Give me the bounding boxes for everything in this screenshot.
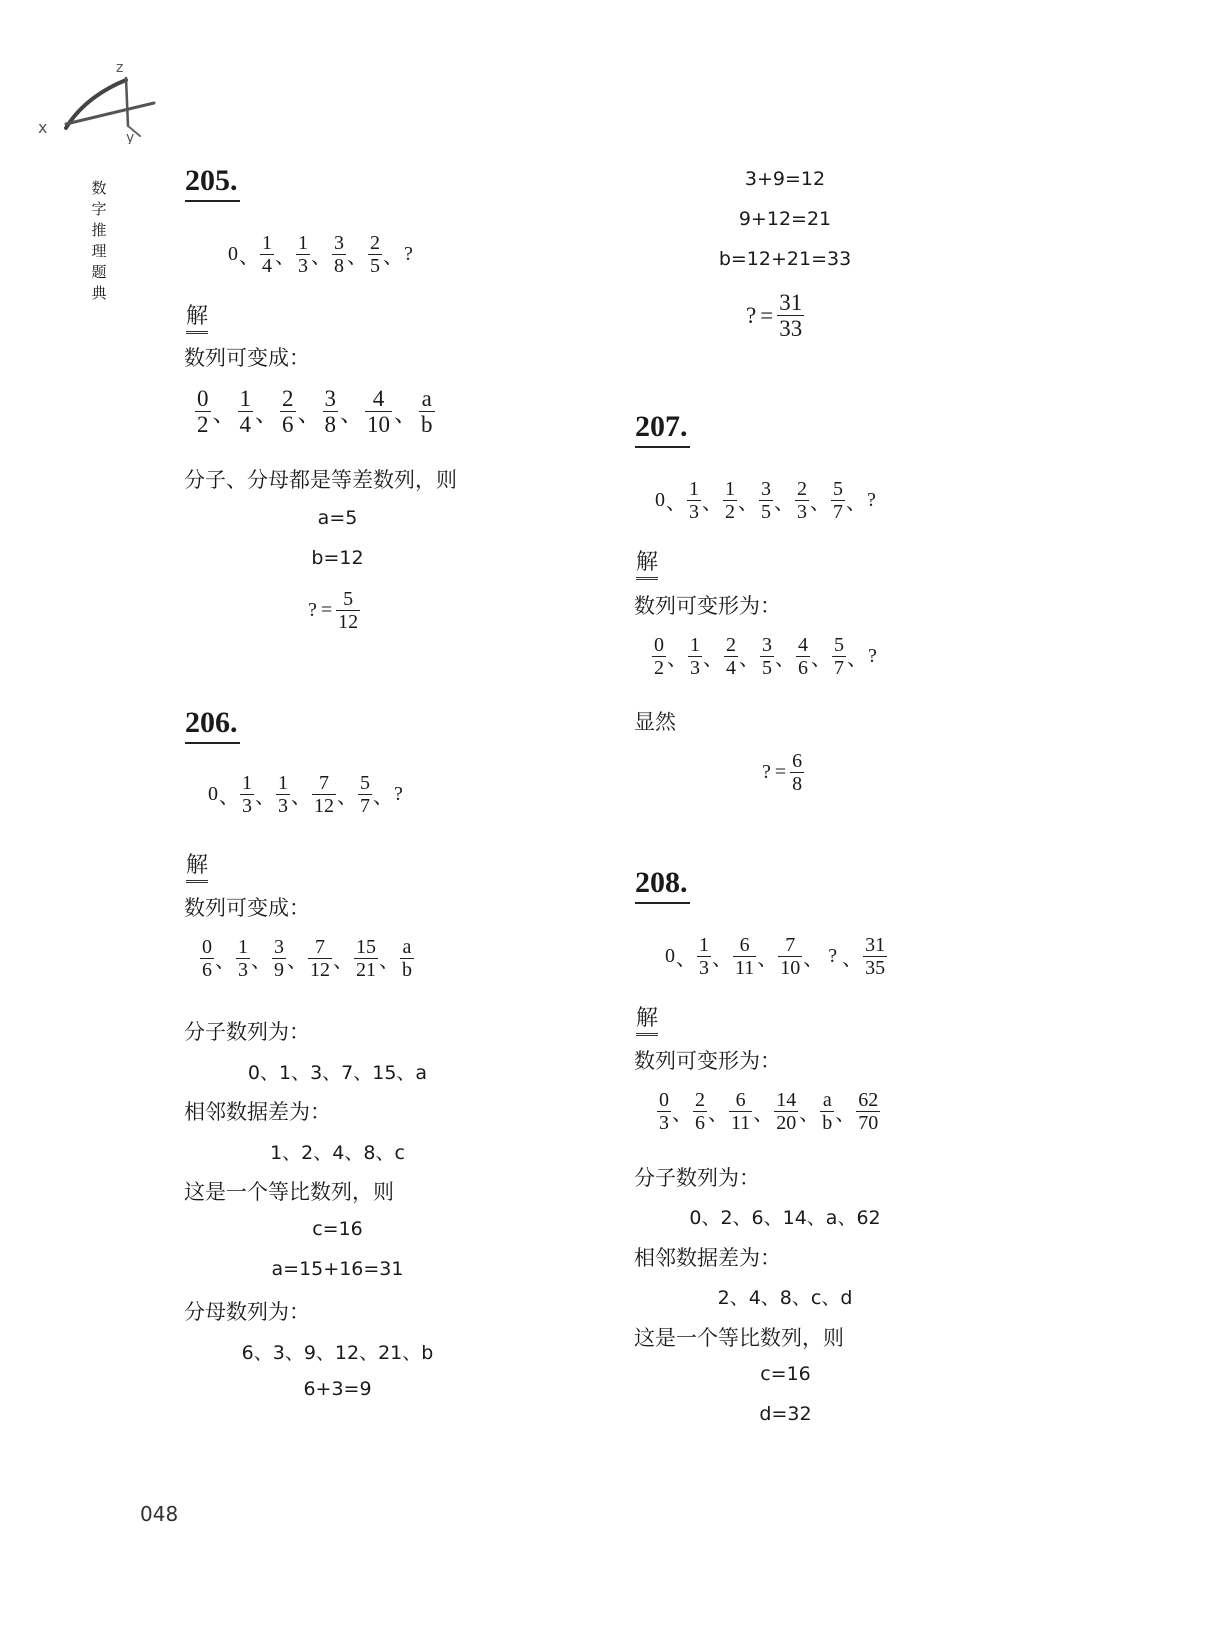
fraction — [729, 1089, 752, 1134]
problem-205-answer — [308, 588, 360, 633]
fraction-numerator: 62 — [858, 1089, 879, 1111]
fraction-numerator: 4 — [798, 634, 808, 656]
fraction-numerator: 0 — [659, 1089, 669, 1111]
fraction-numerator: 1 — [725, 478, 735, 500]
fraction-numerator: 2 — [370, 232, 380, 254]
fraction — [724, 634, 738, 679]
fraction — [419, 386, 435, 438]
separator: 、 — [810, 490, 830, 514]
separator: 、 — [215, 948, 235, 972]
problem-206-text: 这是一个等比数列，则 — [184, 1180, 394, 1204]
fraction — [240, 772, 254, 817]
separator: 、 — [287, 948, 307, 972]
book-title-char: 推 — [91, 221, 107, 239]
fraction-denominator: 8 — [334, 255, 344, 277]
separator: 、 — [835, 1101, 856, 1125]
fraction-denominator: 3 — [797, 501, 807, 523]
fraction — [831, 478, 845, 523]
equals-sign: = — [320, 599, 333, 621]
fraction — [760, 634, 774, 679]
fraction-numerator: 6 — [739, 934, 750, 956]
fraction-numerator: 1 — [242, 772, 252, 794]
fraction-numerator: 3 — [324, 386, 336, 411]
fraction-denominator: 21 — [356, 959, 376, 981]
fraction — [238, 386, 254, 438]
fraction-numerator: a — [402, 936, 412, 958]
fraction-numerator: 3 — [761, 478, 771, 500]
book-title-vertical — [88, 178, 110, 304]
fraction-numerator: 7 — [785, 934, 796, 956]
separator: 、 — [803, 946, 824, 970]
sequence-unknown: ? — [394, 783, 403, 805]
fraction — [697, 934, 711, 979]
separator: 、 — [379, 948, 399, 972]
fraction-numerator: 0 — [197, 386, 209, 411]
fraction-numerator: 1 — [239, 386, 251, 411]
axes-logo-icon — [36, 58, 166, 144]
fraction-numerator: 6 — [735, 1089, 746, 1111]
problem-206-title: 206. — [185, 706, 240, 744]
fraction-denominator: 8 — [324, 412, 336, 438]
fraction — [795, 478, 809, 523]
fraction-numerator: 7 — [315, 936, 325, 958]
fraction — [657, 1089, 671, 1134]
fraction-denominator: 11 — [735, 957, 755, 979]
problem-206-transformed-sequence — [200, 936, 414, 981]
fraction-denominator: 3 — [238, 959, 248, 981]
fraction — [778, 934, 802, 979]
problem-207-transformed-sequence — [652, 634, 877, 679]
separator: 、 — [672, 1101, 692, 1125]
fraction-denominator: 6 — [798, 657, 808, 679]
fraction — [774, 1089, 798, 1134]
fraction-denominator: 2 — [197, 412, 209, 438]
fraction-denominator: 6 — [695, 1112, 705, 1134]
fraction-numerator: a — [822, 1089, 832, 1111]
fraction — [733, 934, 756, 979]
separator: 、 — [219, 784, 239, 808]
problem-208-difference-sequence: 2、4、8、c、d — [717, 1287, 853, 1309]
problem-206-equation: c=16 — [312, 1218, 363, 1240]
sequence-unknown: ? — [867, 489, 876, 511]
problem-207-solution-label: 解 — [636, 550, 658, 580]
fraction-denominator: 3 — [242, 795, 252, 817]
fraction — [200, 936, 214, 981]
problem-205-sequence — [228, 232, 413, 277]
fraction-numerator: 3 — [334, 232, 344, 254]
separator: 、 — [775, 646, 795, 670]
fraction-numerator: a — [421, 386, 432, 411]
book-title-char: 数 — [91, 179, 107, 197]
fraction — [652, 634, 666, 679]
fraction-numerator: 1 — [690, 634, 700, 656]
fraction — [354, 936, 378, 981]
fraction — [323, 386, 339, 438]
problem-205-equation: a=5 — [317, 507, 358, 529]
problem-206-equation: b=12+21=33 — [718, 248, 852, 270]
answer-fraction — [790, 750, 804, 795]
fraction — [280, 386, 296, 438]
problem-207-text: 数列可变形为： — [634, 594, 781, 618]
svg-text:z: z — [116, 60, 124, 76]
separator: 、 — [712, 946, 732, 970]
answer-unknown: ? — [746, 302, 757, 328]
problem-205-text: 数列可变成： — [184, 346, 310, 370]
problem-208-title: 208. — [635, 866, 690, 904]
answer-fraction — [336, 588, 360, 633]
fraction — [687, 478, 701, 523]
fraction-denominator: 2 — [725, 501, 735, 523]
fraction-denominator: 5 — [762, 657, 772, 679]
fraction — [276, 772, 290, 817]
problem-206-solution-label: 解 — [186, 853, 208, 883]
fraction-denominator: 3 — [690, 657, 700, 679]
fraction-denominator: 12 — [338, 611, 359, 633]
fraction-numerator: 0 — [202, 936, 212, 958]
fraction-denominator: 20 — [776, 1112, 797, 1134]
sequence-term: 0 — [228, 243, 238, 265]
fraction-numerator: 2 — [726, 634, 736, 656]
fraction-numerator: 7 — [319, 772, 329, 794]
fraction-numerator: 1 — [262, 232, 272, 254]
problem-208-text: 数列可变形为： — [634, 1049, 781, 1073]
fraction-denominator: 12 — [314, 795, 334, 817]
sequence-unknown: ? — [868, 645, 877, 667]
problem-208-solution-label: 解 — [636, 1006, 658, 1036]
separator: 、 — [847, 646, 867, 670]
separator: 、 — [275, 244, 295, 268]
problem-207-sequence — [655, 478, 876, 523]
separator: 、 — [347, 244, 367, 268]
fraction-denominator: 9 — [274, 959, 284, 981]
fraction — [260, 232, 274, 277]
fraction-denominator: 70 — [858, 1112, 879, 1134]
fraction-denominator: 5 — [761, 501, 771, 523]
fraction — [400, 936, 414, 981]
problem-206-equation: a=15+16=31 — [271, 1258, 404, 1280]
fraction — [863, 934, 887, 979]
separator: 、 — [311, 244, 331, 268]
separator: 、 — [702, 490, 722, 514]
answer-unknown: ? — [762, 761, 771, 783]
fraction-denominator: 6 — [202, 959, 212, 981]
separator: 、 — [255, 784, 275, 808]
sequence-term: 0 — [655, 489, 665, 511]
fraction-denominator: 4 — [726, 657, 736, 679]
fraction-numerator: 3 — [274, 936, 284, 958]
problem-205-text: 分子、分母都是等差数列，则 — [184, 468, 457, 492]
problem-205-title: 205. — [185, 164, 240, 202]
problem-205-transformed-sequence — [195, 386, 435, 438]
separator: 、 — [667, 646, 687, 670]
separator: 、 — [373, 784, 393, 808]
fraction-numerator: 1 — [689, 478, 699, 500]
separator: 、 — [333, 948, 353, 972]
separator: 、 — [340, 401, 363, 428]
problem-206-numerator-sequence: 0、1、3、7、15、a — [247, 1062, 428, 1084]
problem-206-equation: 3+9=12 — [744, 168, 826, 190]
problem-208-transformed-sequence — [657, 1089, 880, 1134]
fraction — [272, 936, 286, 981]
fraction — [723, 478, 737, 523]
sequence-unknown: ? — [828, 945, 838, 967]
fraction-numerator: 31 — [779, 290, 803, 315]
fraction-numerator: 1 — [238, 936, 248, 958]
separator: 、 — [383, 244, 403, 268]
separator: 、 — [291, 784, 311, 808]
separator: 、 — [842, 946, 863, 970]
fraction-numerator: 1 — [298, 232, 308, 254]
problem-208-text: 相邻数据差为： — [634, 1246, 781, 1270]
fraction — [856, 1089, 880, 1134]
problem-205-equation: b=12 — [311, 547, 364, 569]
problem-207-answer — [762, 750, 804, 795]
answer-fraction — [777, 290, 804, 342]
answer-unknown: ? — [308, 599, 317, 621]
fraction-denominator: 2 — [654, 657, 664, 679]
fraction-denominator: b — [822, 1112, 833, 1134]
separator: 、 — [394, 401, 417, 428]
fraction-numerator: 5 — [833, 478, 843, 500]
svg-text:x: x — [38, 118, 48, 137]
equals-sign: = — [760, 302, 774, 328]
separator: 、 — [799, 1101, 820, 1125]
fraction — [296, 232, 310, 277]
separator: 、 — [753, 1101, 774, 1125]
book-title-char: 题 — [91, 263, 107, 281]
fraction — [820, 1089, 834, 1134]
fraction-denominator: 3 — [659, 1112, 669, 1134]
separator: 、 — [708, 1101, 728, 1125]
fraction-denominator: 7 — [834, 657, 844, 679]
separator: 、 — [239, 244, 259, 268]
separator: 、 — [703, 646, 723, 670]
separator: 、 — [255, 401, 278, 428]
problem-205-solution-label: 解 — [186, 304, 208, 334]
fraction-numerator: 5 — [360, 772, 370, 794]
fraction — [332, 232, 346, 277]
problem-206-text: 分子数列为： — [184, 1020, 310, 1044]
fraction-denominator: 10 — [367, 412, 390, 438]
fraction-denominator: 5 — [370, 255, 380, 277]
book-title-char: 典 — [91, 284, 107, 302]
fraction-numerator: 2 — [797, 478, 807, 500]
fraction-denominator: 35 — [865, 957, 886, 979]
fraction-denominator: 7 — [360, 795, 370, 817]
fraction — [236, 936, 250, 981]
separator: 、 — [251, 948, 271, 972]
problem-206-text: 相邻数据差为： — [184, 1100, 331, 1124]
separator: 、 — [774, 490, 794, 514]
fraction-numerator: 1 — [699, 934, 709, 956]
separator: 、 — [739, 646, 759, 670]
fraction — [308, 936, 332, 981]
problem-206-text: 数列可变成： — [184, 896, 310, 920]
fraction-denominator: 11 — [731, 1112, 751, 1134]
book-title-char: 字 — [91, 200, 107, 218]
fraction — [688, 634, 702, 679]
fraction-numerator: 1 — [278, 772, 288, 794]
fraction-denominator: 6 — [282, 412, 294, 438]
sequence-term: 0 — [665, 945, 675, 967]
problem-208-text: 这是一个等比数列，则 — [634, 1326, 844, 1350]
sequence-term: 0 — [208, 783, 218, 805]
problem-206-equation: 9+12=21 — [738, 208, 832, 230]
fraction-denominator: 33 — [779, 316, 803, 342]
problem-206-denominator-sequence: 6、3、9、12、21、b — [241, 1342, 434, 1364]
fraction — [365, 386, 392, 438]
fraction-denominator: 3 — [278, 795, 288, 817]
separator: 、 — [676, 946, 696, 970]
sequence-unknown: ? — [404, 243, 413, 265]
fraction-numerator: 3 — [762, 634, 772, 656]
fraction-denominator: 10 — [780, 957, 801, 979]
fraction — [358, 772, 372, 817]
separator: 、 — [297, 401, 321, 428]
book-title-char: 理 — [91, 242, 107, 260]
fraction-denominator: 8 — [792, 773, 803, 795]
fraction — [312, 772, 336, 817]
fraction-numerator: 15 — [356, 936, 376, 958]
problem-206-answer — [746, 290, 804, 342]
fraction-numerator: 5 — [834, 634, 844, 656]
separator: 、 — [846, 490, 866, 514]
problem-208-equation: d=32 — [759, 1403, 812, 1425]
separator: 、 — [666, 490, 686, 514]
fraction-denominator: 7 — [833, 501, 843, 523]
page-number: 048 — [140, 1502, 179, 1526]
fraction — [796, 634, 810, 679]
fraction-numerator: 0 — [654, 634, 664, 656]
fraction-numerator: 5 — [343, 588, 354, 610]
fraction — [832, 634, 846, 679]
svg-text:y: y — [126, 130, 135, 144]
fraction-denominator: 12 — [310, 959, 330, 981]
problem-206-difference-sequence: 1、2、4、8、c — [270, 1142, 405, 1164]
problem-206-text: 分母数列为： — [184, 1300, 310, 1324]
fraction-denominator: b — [402, 959, 412, 981]
fraction-denominator: 3 — [298, 255, 308, 277]
fraction-numerator: 31 — [865, 934, 886, 956]
fraction-denominator: 4 — [262, 255, 272, 277]
problem-207-text: 显然 — [634, 710, 676, 734]
fraction-denominator: 3 — [689, 501, 699, 523]
separator: 、 — [757, 946, 778, 970]
problem-208-numerator-sequence: 0、2、6、14、a、62 — [689, 1207, 881, 1229]
fraction-denominator: b — [421, 412, 433, 438]
fraction — [195, 386, 211, 438]
fraction-numerator: 4 — [372, 386, 385, 411]
fraction — [368, 232, 382, 277]
problem-206-sequence — [208, 772, 403, 817]
problem-208-sequence — [665, 934, 887, 979]
fraction — [759, 478, 773, 523]
separator: 、 — [212, 401, 236, 428]
problem-206-equation: 6+3=9 — [303, 1378, 372, 1400]
fraction-denominator: 3 — [699, 957, 709, 979]
separator: 、 — [337, 784, 357, 808]
equals-sign: = — [774, 761, 787, 783]
fraction-numerator: 14 — [776, 1089, 797, 1111]
fraction-numerator: 2 — [695, 1089, 705, 1111]
fraction — [693, 1089, 707, 1134]
problem-207-title: 207. — [635, 410, 690, 448]
separator: 、 — [811, 646, 831, 670]
problem-208-text: 分子数列为： — [634, 1166, 760, 1190]
fraction-denominator: 4 — [239, 412, 251, 438]
fraction-numerator: 2 — [282, 386, 294, 411]
separator: 、 — [738, 490, 758, 514]
fraction-numerator: 6 — [792, 750, 803, 772]
problem-208-equation: c=16 — [760, 1363, 811, 1385]
